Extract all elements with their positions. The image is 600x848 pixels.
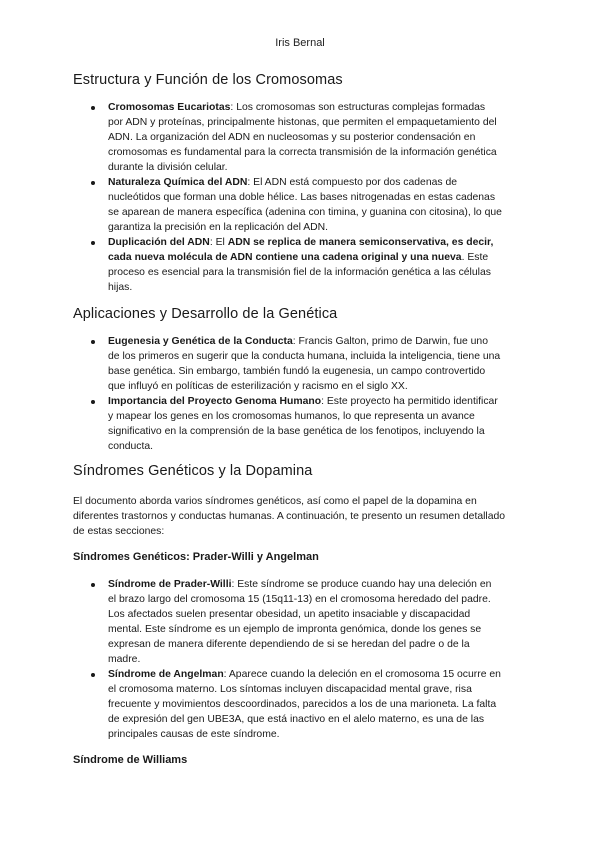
list-item <box>90 577 502 667</box>
list-item-text: : Este síndrome se produce cuando hay una deleción en el brazo largo del cromosoma 15 (15q11-13) en el cromosoma heredado del padre. Los afectados suelen presentar obesidad, un apetito insaciable y discapacidad mental. Este síndrome es un ejemplo de impronta genómica, donde los genes se expresan de manera diferente dependiendo de si se heredan del padre o de la madre. <box>108 579 492 665</box>
list-item-term: Importancia del Proyecto Genoma Humano <box>108 396 322 407</box>
bullet-list-sindromes <box>90 577 502 742</box>
list-item <box>90 394 502 454</box>
list-item-term: Eugenesia y Genética de la Conducta <box>108 336 293 347</box>
list-item-term: Síndrome de Angelman <box>108 669 224 680</box>
list-item <box>90 100 502 175</box>
list-item-text: . Este proceso es esencial para la transmisión fiel de la información genética a las células hijas. <box>108 252 491 293</box>
list-item-text: : Este proyecto ha permitido identificar y mapear los genes en los cromosomas humanos, lo que representa un avance significativo en la comprensión de la base genética de los fenotipos, incluyendo la conducta. <box>108 396 498 452</box>
list-item-term: Síndrome de Prader-Willi <box>108 579 232 590</box>
section-title-sindromes: Síndromes Genéticos y la Dopamina <box>73 463 313 479</box>
page-header-author: Iris Bernal <box>275 37 325 49</box>
section-title-genetica: Aplicaciones y Desarrollo de la Genética <box>73 306 338 322</box>
list-item <box>90 175 502 235</box>
subsection-title-williams: Síndrome de Williams <box>73 754 188 766</box>
section-title-cromosomas: Estructura y Función de los Cromosomas <box>73 72 343 88</box>
list-item-text: : Los cromosomas son estructuras complejas formadas por ADN y proteínas, principalmente histonas, que permiten el empaquetamiento del ADN. La organización del ADN en nucleosomas y su posterior condensación en cromosomas es fundamental para la correcta transmisión de la información genética durante la división celular. <box>108 102 497 173</box>
subsection-title-prader-angelman: Síndromes Genéticos: Prader-Willi y Angelman <box>73 551 319 563</box>
section-intro: El documento aborda varios síndromes genéticos, así como el papel de la dopamina en diferentes trastornos y conductas humanas. A continuación, te presento un resumen detallado de estas secciones: <box>73 496 506 537</box>
list-item-term: Cromosomas Eucariotas <box>108 102 231 113</box>
bullet-list-cromosomas <box>90 100 502 295</box>
list-item <box>90 334 502 394</box>
bullet-list-genetica <box>90 334 502 454</box>
list-item <box>90 235 502 295</box>
list-item-term: Naturaleza Química del ADN <box>108 177 248 188</box>
list-item-bold-text: ADN se replica de manera semiconservativa, es decir, cada nueva molécula de ADN contiene una cadena original y una nueva <box>108 237 494 263</box>
list-item-text: : El <box>209 237 228 248</box>
list-item-text: : El ADN está compuesto por dos cadenas de nucleótidos que forman una doble hélice. Las bases nitrogenadas en estas cadenas se aparean de manera específica (adenina con timina, y guanina con citosina), lo que garantiza la precisión en la replicación del ADN. <box>108 177 502 233</box>
list-item-term: Duplicación del ADN <box>108 237 210 248</box>
list-item-text: : Francis Galton, primo de Darwin, fue uno de los primeros en sugerir que la conducta humana, incluida la inteligencia, tiene una base genética. Sin embargo, también fundó la eugenesia, un campo controvertido que influyó en políticas de esterilización y racismo en el siglo XX. <box>108 336 501 392</box>
list-item-text: : Aparece cuando la deleción en el cromosoma 15 ocurre en el cromosoma materno. Los síntomas incluyen discapacidad mental grave, risa frecuente y movimientos descoordinados, parecidos a los de una marioneta. La falta de expresión del gen UBE3A, que está inactivo en el alelo materno, es una de las principales causas de este síndrome. <box>108 669 501 740</box>
list-item <box>90 667 502 742</box>
